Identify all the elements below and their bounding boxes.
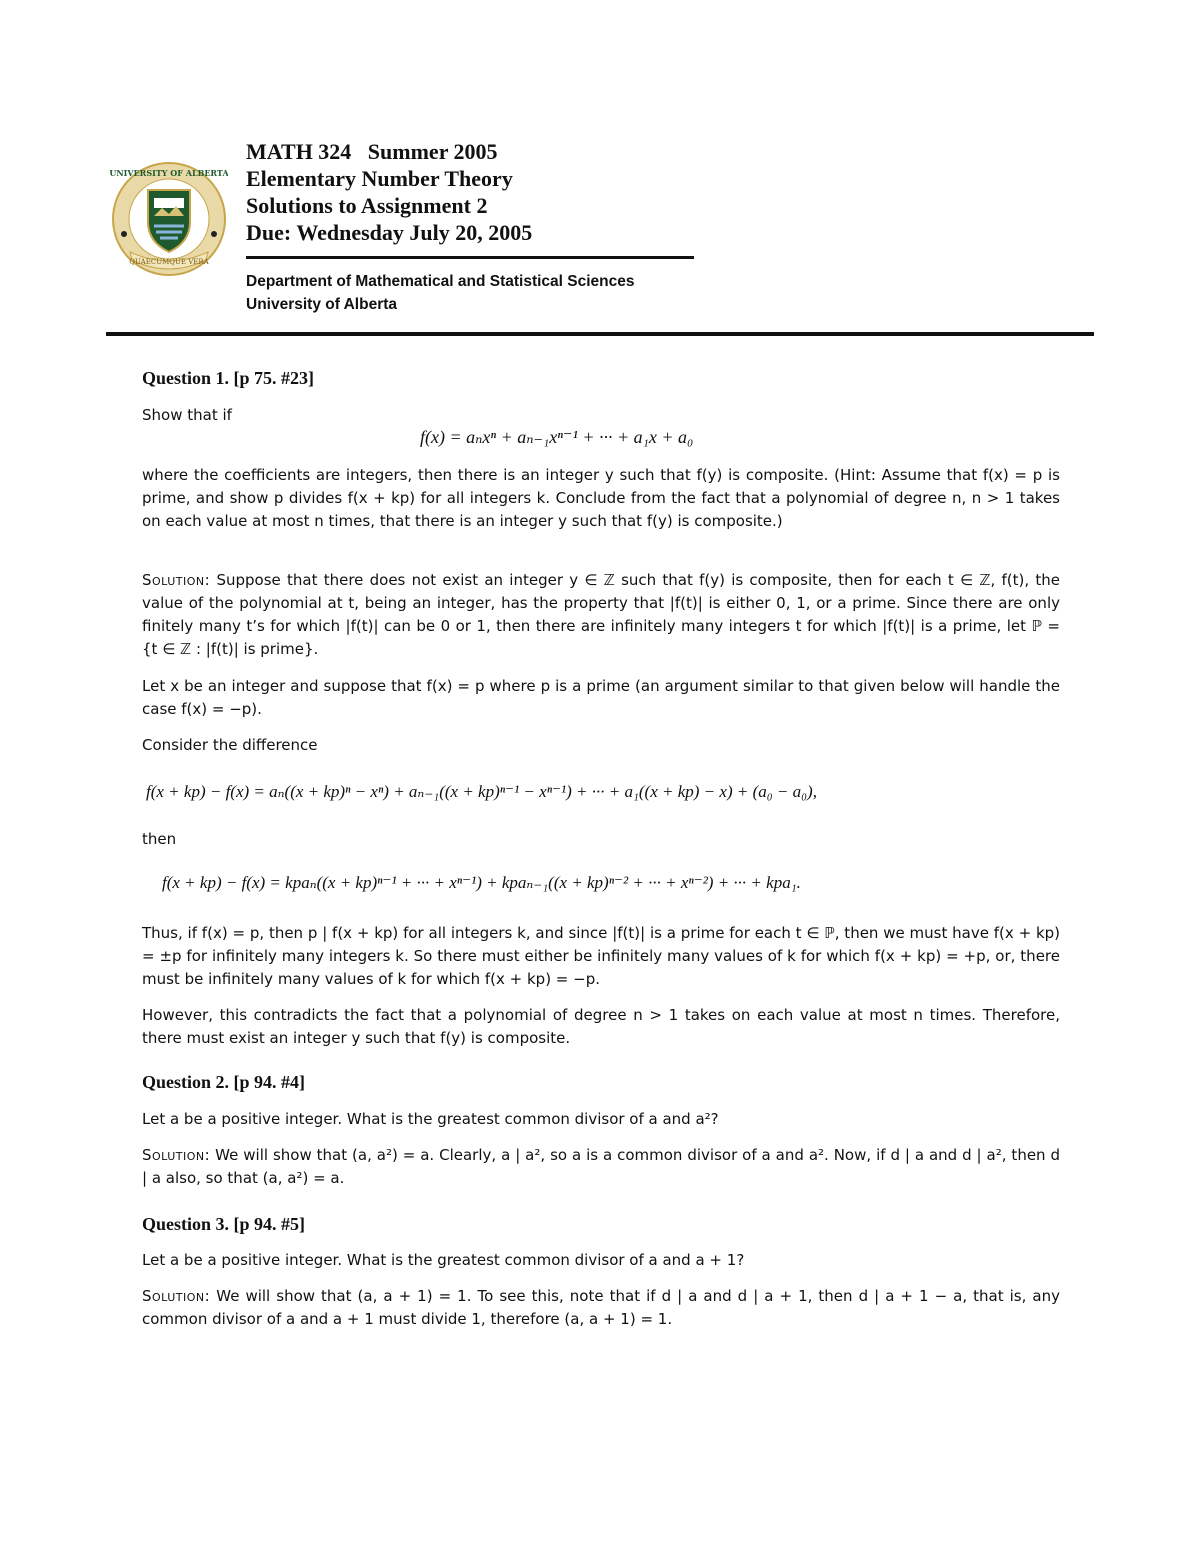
q1-equation-then: f(x + kp) − f(x) = kpaₙ((x + kp)ⁿ⁻¹ + ··· + xⁿ⁻¹) + kpaₙ₋₁((x + kp)ⁿ⁻² + ··· + xⁿ⁻²) + ··· + kpa₁.	[162, 873, 801, 892]
q1-solution-p5: However, this contradicts the fact that a polynomial of degree n > 1 takes on each value at most n times. Therefore, there must exist an integer y such that f(y) is composite.	[142, 1006, 1060, 1047]
q1-solution-p2: Let x be an integer and suppose that f(x) = p where p is a prime (an argument similar to that given below will handle the case f(x) = −p).	[142, 677, 1060, 718]
q3-solution-label: Solution:	[142, 1287, 211, 1305]
q1-heading: Question 1. [p 75. #23]	[142, 368, 315, 388]
q2-solution	[142, 1144, 1060, 1190]
q2-heading: Question 2. [p 94. #4]	[142, 1072, 306, 1092]
q2-statement: Let a be a positive integer. What is the greatest common divisor of a and a²?	[142, 1110, 719, 1128]
q3-solution	[142, 1285, 1060, 1331]
university-logo	[110, 160, 228, 278]
department-line: Department of Mathematical and Statistical Sciences	[246, 273, 635, 290]
due-line: Due: Wednesday July 20, 2005	[246, 220, 533, 245]
q2-solution-text: We will show that (a, a²) = a. Clearly, a | a², so a is a common divisor of a and a². Now, if d | a and d | a², then d | a also, so that (a, a²) = a.	[142, 1146, 1061, 1187]
university-line: University of Alberta	[246, 296, 398, 313]
q1-then: then	[142, 830, 177, 848]
university-seal-icon	[110, 160, 228, 278]
logo-motto: QUAECUMQUE VERA	[129, 258, 209, 266]
q2-solution-label: Solution:	[142, 1146, 211, 1164]
q1-equation-main: f(x) = aₙxⁿ + aₙ₋₁xⁿ⁻¹ + ··· + a₁x + a₀	[420, 427, 694, 447]
doc-title: Solutions to Assignment 2	[246, 193, 488, 218]
q1-equation-difference: f(x + kp) − f(x) = aₙ((x + kp)ⁿ − xⁿ) + aₙ₋₁((x + kp)ⁿ⁻¹ − xⁿ⁻¹) + ··· + a₁((x + kp) − x) + (a₀ − a₀),	[146, 782, 817, 801]
header-divider	[246, 256, 694, 259]
page-divider	[106, 332, 1094, 336]
q1-statement: where the coefficients are integers, then there is an integer y such that f(y) is composite. (Hint: Assume that f(x) = p is prime, and show p divides f(x + kp) for all integers k. Conclude from the fact that a polynomial of degree n, n > 1 takes on each value at most n times, that there is an integer y such that f(y) is composite.)	[142, 466, 1060, 530]
q3-solution-text: We will show that (a, a + 1) = 1. To see this, note that if d | a and d | a + 1, then d | a + 1 − a, that is, any common divisor of a and a + 1 must divide 1, therefore (a, a + 1) = 1.	[142, 1287, 1060, 1328]
q1-solution-text: Suppose that there does not exist an integer y ∈ ℤ such that f(y) is composite, then for each t ∈ ℤ, f(t), the value of the polynomial at t, being an integer, has the property that |f(t)| is either 0, 1, or a prime. Since there are only finitely many t’s for which |f(t)| can be 0 or 1, then there are infinitely many integers t for which |f(t)| is a prime, let ℙ = {t ∈ ℤ : |f(t)| is prime}.	[142, 571, 1060, 658]
q3-statement: Let a be a positive integer. What is the greatest common divisor of a and a + 1?	[142, 1251, 745, 1269]
logo-name: UNIVERSITY OF ALBERTA	[110, 168, 228, 178]
subject-line: Elementary Number Theory	[246, 166, 513, 191]
q1-solution-p3: Consider the difference	[142, 736, 318, 754]
course-line: MATH 324 Summer 2005	[246, 139, 498, 164]
q1-solution-p4: Thus, if f(x) = p, then p | f(x + kp) for all integers k, and since |f(t)| is a prime for each t ∈ ℙ, then we must have f(x + kp) = ±p for infinitely many integers k. So there must either be infinitely many values of k for which f(x + kp) = +p, or, there must be infinitely many values of k for which f(x + kp) = −p.	[142, 924, 1060, 988]
q1-intro: Show that if	[142, 406, 232, 424]
q3-heading: Question 3. [p 94. #5]	[142, 1214, 306, 1234]
q1-solution-label: Solution:	[142, 571, 211, 589]
q1-solution-p1	[142, 569, 1060, 661]
